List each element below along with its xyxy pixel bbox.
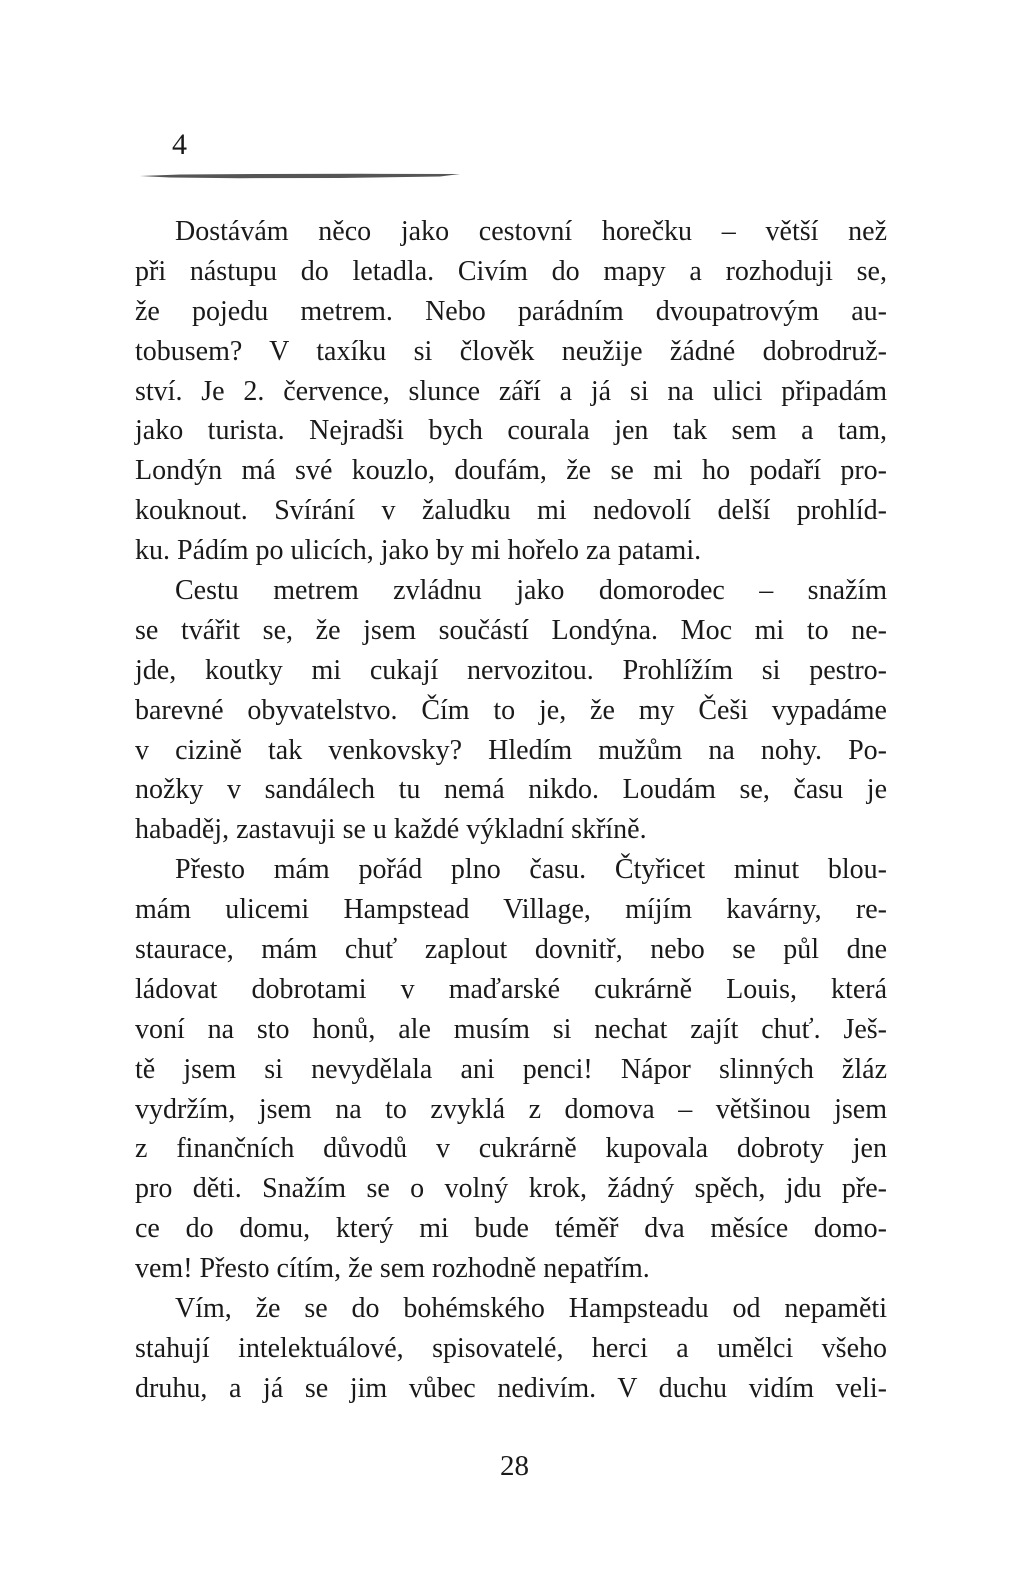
paragraph	[135, 212, 887, 571]
text-line: ládovat dobrotami v maďarské cukrárně Louis, která	[135, 973, 887, 1005]
text-line: Vím, že se do bohémského Hampsteadu od nepaměti	[175, 1293, 887, 1325]
text-line: kouknout. Svírání v žaludku mi nedovolí delší prohlíd-	[135, 495, 887, 527]
text-line: při nástupu do letadla. Civím do mapy a rozhoduji se,	[135, 255, 887, 287]
text-line: se tvářit se, že jsem součástí Londýna. Moc mi to ne-	[135, 614, 887, 646]
text-line: staurace, mám chuť zaplout dovnitř, nebo se půl dne	[135, 934, 887, 966]
text-line: jde, koutky mi cukají nervozitou. Prohlížím si pestro-	[135, 654, 887, 686]
text-line: barevné obyvatelstvo. Čím to je, že my Češi vypadáme	[135, 694, 887, 726]
text-line: druhu, a já se jim vůbec nedivím. V duchu vidím veli-	[135, 1372, 887, 1404]
text-line: Londýn má své kouzlo, doufám, že se mi ho podaří pro-	[135, 455, 887, 487]
text-line: mám ulicemi Hampstead Village, míjím kavárny, re-	[135, 894, 887, 926]
page-number: 28	[500, 1450, 529, 1482]
chapter-number: 4	[172, 128, 187, 161]
text-line: voní na sto honů, ale musím si nechat zajít chuť. Ješ-	[135, 1013, 887, 1045]
text-line: ku. Pádím po ulicích, jako by mi hořelo za patami.	[135, 535, 702, 567]
paragraph	[135, 1289, 887, 1409]
paragraph	[135, 571, 887, 850]
text-line: ce do domu, který mi bude téměř dva měsíce domo-	[135, 1213, 887, 1245]
body-text	[135, 212, 887, 1409]
text-line: tobusem? V taxíku si člověk neužije žádné dobrodruž-	[135, 335, 887, 367]
chapter-rule	[140, 172, 460, 180]
text-line: ství. Je 2. července, slunce září a já si na ulici připadám	[135, 375, 887, 407]
text-line: pro děti. Snažím se o volný krok, žádný spěch, jdu pře-	[135, 1173, 887, 1205]
text-line: v cizině tak venkovsky? Hledím mužům na nohy. Po-	[135, 734, 887, 766]
text-line: z finančních důvodů v cukrárně kupovala dobroty jen	[135, 1133, 887, 1165]
text-line: Dostávám něco jako cestovní horečku – větší než	[175, 216, 887, 247]
text-line: stahují intelektuálové, spisovatelé, herci a umělci všeho	[135, 1332, 887, 1364]
paragraph	[135, 850, 887, 1289]
text-line: že pojedu metrem. Nebo parádním dvoupatrovým au-	[135, 295, 887, 327]
text-line: Přesto mám pořád plno času. Čtyřicet minut blou-	[175, 854, 887, 886]
text-line: tě jsem si nevydělala ani penci! Nápor slinných žláz	[135, 1053, 887, 1085]
text-line: habaděj, zastavuji se u každé výkladní skříně.	[135, 814, 647, 846]
text-line: jako turista. Nejradši bych courala jen tak sem a tam,	[135, 415, 887, 447]
text-line: Cestu metrem zvládnu jako domorodec – snažím	[175, 575, 887, 607]
text-line: vydržím, jsem na to zvyklá z domova – většinou jsem	[135, 1093, 887, 1125]
text-line: nožky v sandálech tu nemá nikdo. Loudám se, času je	[135, 774, 887, 806]
text-line: vem! Přesto cítím, že sem rozhodně nepatřím.	[135, 1253, 650, 1285]
